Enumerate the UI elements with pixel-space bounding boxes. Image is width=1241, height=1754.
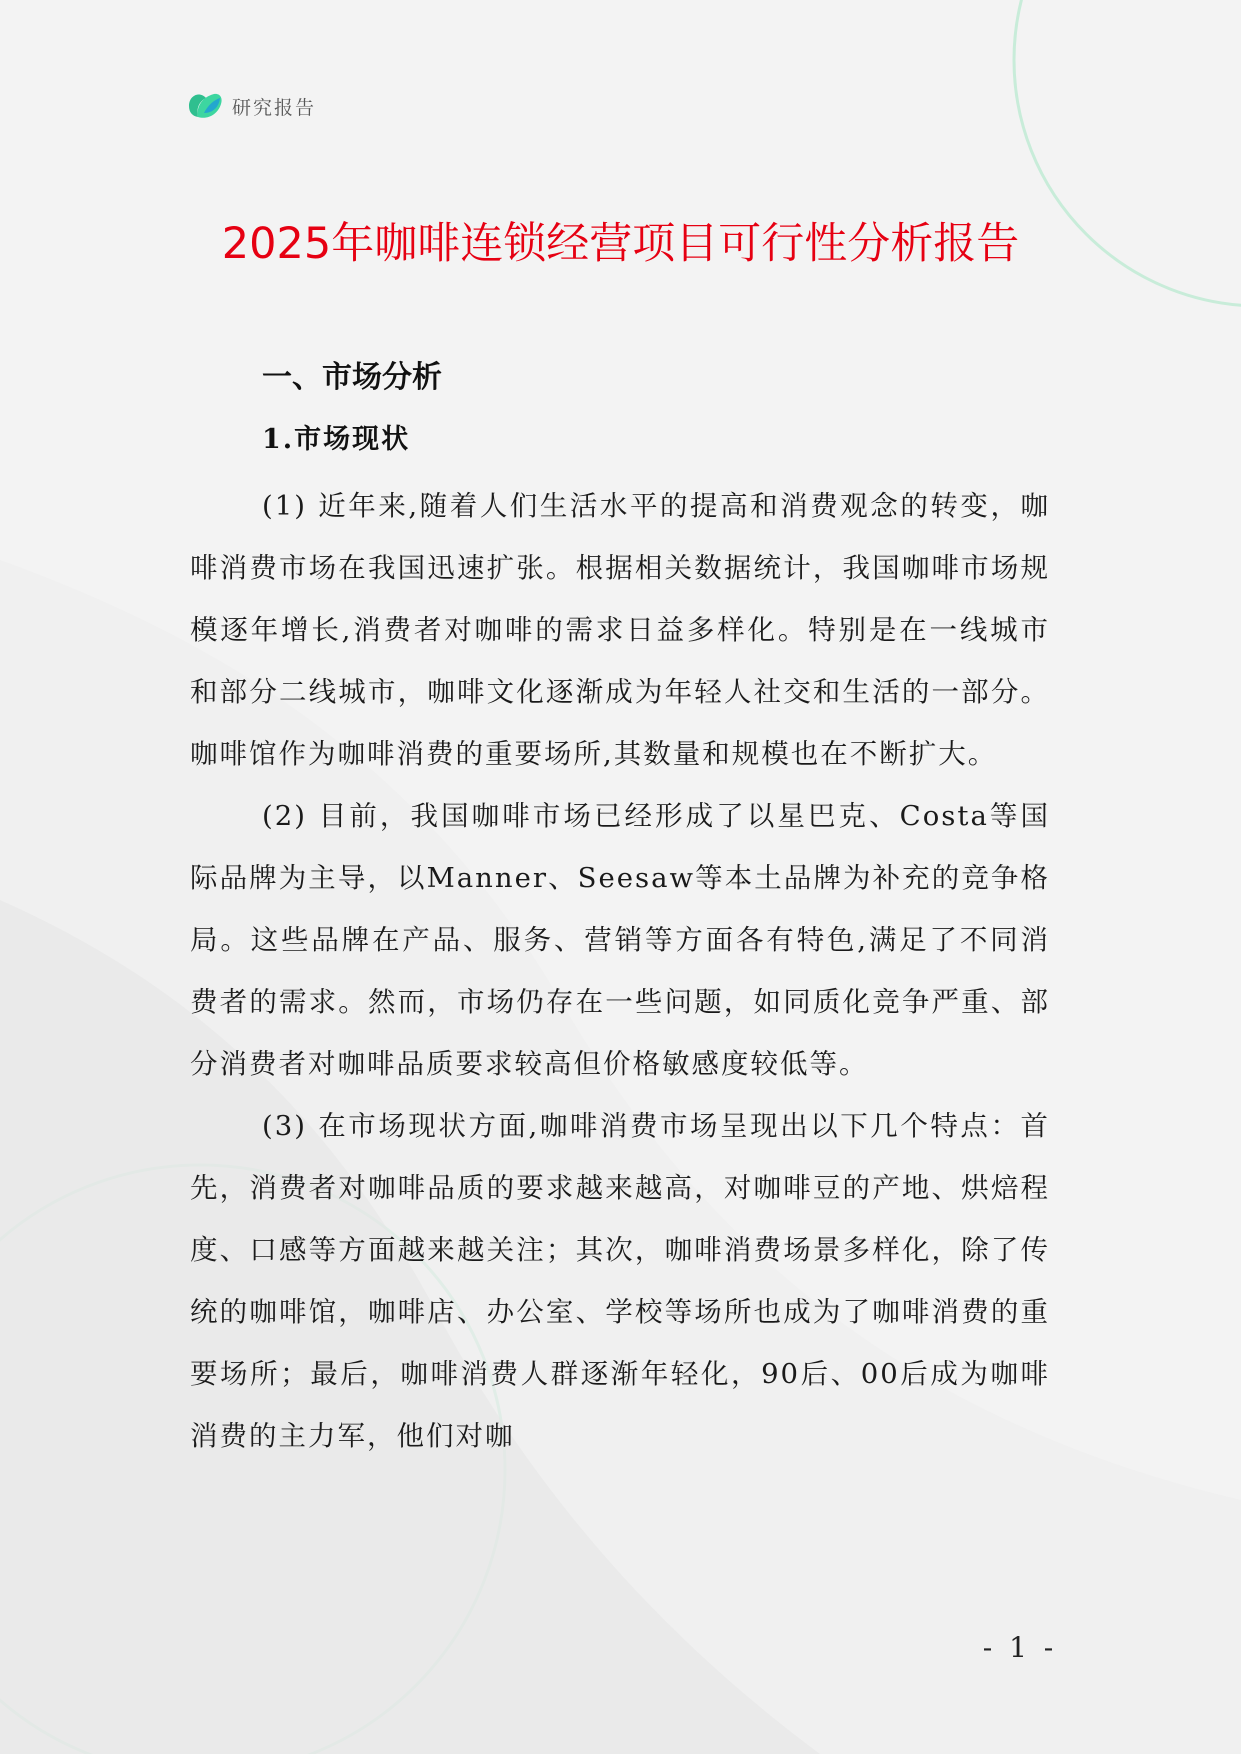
section-heading: 一、市场分析 (262, 360, 442, 395)
paragraph-1: (1) 近年来,随着人们生活水平的提高和消费观念的转变，咖啡消费市场在我国迅速扩张。根据相关数据统计，我国咖啡市场规模逐年增长,消费者对咖啡的需求日益多样化。特别是在一线城市和部分二线城市，咖啡文化逐渐成为年轻人社交和生活的一部分。咖啡馆作为咖啡消费的重要场所,其数量和规模也在不断扩大。 (190, 490, 1050, 770)
page-number: - 1 - (982, 1631, 1058, 1664)
subsection-heading: 1.市场现状 (262, 424, 411, 455)
body-text (190, 475, 1050, 1467)
report-header (186, 86, 316, 126)
header-label: 研究报告 (232, 96, 317, 119)
leaf-logo-icon (186, 89, 224, 123)
report-title: 2025年咖啡连锁经营项目可行性分析报告 (221, 219, 1020, 269)
paragraph-2: (2) 目前，我国咖啡市场已经形成了以星巴克、Costa等国际品牌为主导，以Manner、Seesaw等本土品牌为补充的竞争格局。这些品牌在产品、服务、营销等方面各有特色,满足了不同消费者的需求。然而，市场仍存在一些问题，如同质化竞争严重、部分消费者对咖啡品质要求较高但价格敏感度较低等。 (190, 800, 1050, 1080)
paragraph-3: (3) 在市场现状方面,咖啡消费市场呈现出以下几个特点：首先，消费者对咖啡品质的要求越来越高，对咖啡豆的产地、烘焙程度、口感等方面越来越关注；其次，咖啡消费场景多样化，除了传统的咖啡馆，咖啡店、办公室、学校等场所也成为了咖啡消费的重要场所；最后，咖啡消费人群逐渐年轻化，90后、00后成为咖啡消费的主力军，他们对咖 (190, 1110, 1050, 1452)
